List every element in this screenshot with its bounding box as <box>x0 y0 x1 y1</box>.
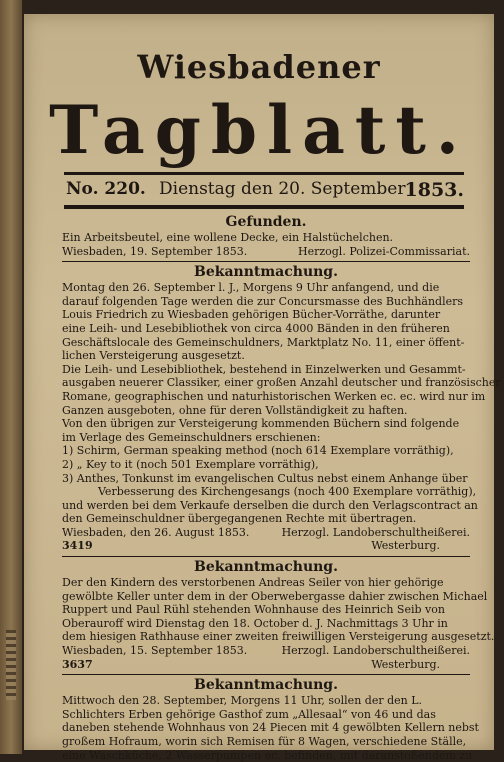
notice1-heading: Bekanntmachung. <box>194 264 338 281</box>
notice1-line: Montag den 26. September l. J., Morgens 9 Uhr anfangend, und die <box>62 281 440 295</box>
notice2-line: Ruppert und Paul Rühl stehenden Wohnhause des Heinrich Seib von <box>62 603 445 617</box>
notice1-place-date: Wiesbaden, den 26. August 1853. <box>62 525 250 539</box>
notice3-line: eine Waschküche, 2 Wasserpumpen ec. befinden, mit daranstoßendem zu <box>62 748 473 762</box>
notice2-ref: 3637 <box>62 657 93 671</box>
notice1-line: den Gemeinschuldner übergegangenen Rechte mit übertragen. <box>62 512 417 526</box>
newspaper-page <box>24 14 501 762</box>
found-text: Ein Arbeitsbeutel, eine wollene Decke, ein Halstüchelchen. <box>62 231 394 244</box>
notice1-line: Von den übrigen zur Versteigerung kommenden Büchern sind folgende <box>62 417 460 431</box>
notice3-line: großem Hofraum, worin sich Remisen für 8 Wagen, verschiedene Ställe, <box>62 735 467 748</box>
notice3-line: daneben stehende Wohnhaus von 24 Piecen mit 4 gewölbten Kellern nebst <box>62 721 479 735</box>
issue-year: 1853. <box>404 179 464 201</box>
notice1-line: ausgaben neuerer Classiker, einer großen Anzahl deutscher und französischer <box>62 376 501 390</box>
masthead-rule <box>64 172 464 175</box>
notice3-line: Schlichters Erben gehörige Gasthof zum „Allesaal“ von 46 und das <box>62 707 436 721</box>
notice1-line: Verbesserung des Kirchengesangs (noch 400 Exemplare vorräthig), <box>98 485 477 499</box>
notice2-line: Der den Kindern des verstorbenen Andreas Seiler von hier gehörige <box>62 576 444 590</box>
notice1-ref: 3419 <box>62 539 93 553</box>
notice2-line: Oberauroff wird Dienstag den 18. October d. J. Nachmittags 3 Uhr in <box>62 616 448 630</box>
notice1-line: Ganzen ausgeboten, ohne für deren Vollständigkeit zu haften. <box>62 403 408 417</box>
found-place-date: Wiesbaden, 19. September 1853. <box>62 244 248 258</box>
notice2-heading: Bekanntmachung. <box>194 559 338 576</box>
issue-date: Dienstag den 20. September <box>159 179 406 199</box>
divider <box>62 261 470 262</box>
notice1-line: Romane, geographischen und naturhistorischen Werken ec. ec. wird nur im <box>62 389 486 403</box>
masthead-line1: Wiesbadener <box>137 48 381 86</box>
notice1-authority: Herzogl. Landoberschultheißerei. <box>281 525 470 539</box>
article-column <box>62 214 501 762</box>
divider <box>62 556 470 557</box>
notice1-line: und werden bei dem Verkaufe derselben die durch den Verlagscontract an <box>62 498 478 512</box>
found-heading: Gefunden. <box>225 214 307 230</box>
issue-rule <box>64 205 464 209</box>
page-tabs <box>6 630 16 700</box>
notice3-line: Mittwoch den 28. September, Morgens 11 Uhr, sollen der den L. <box>62 694 423 708</box>
notice1-ref-line <box>62 539 470 553</box>
masthead-title: Tagblatt. <box>49 91 469 169</box>
issue-line <box>64 179 464 203</box>
notice2-place-date: Wiesbaden, 15. September 1853. <box>62 644 248 658</box>
notice1-line: 1) Schirm, German speaking method (noch 614 Exemplare vorräthig), <box>62 444 454 458</box>
notice2-ref-line <box>62 658 470 672</box>
notice1-line: Louis Friedrich zu Wiesbaden gehörigen Bücher-Vorräthe, darunter <box>62 308 441 322</box>
notice2-line: gewölbte Keller unter dem in der Oberwebergasse dahier zwischen Michael <box>62 589 488 603</box>
notice2-line: dem hiesigen Rathhause einer zweiten freiwilligen Versteigerung ausgesetzt. <box>62 630 495 644</box>
found-authority: Herzogl. Polizei-Commissariat. <box>297 244 470 258</box>
divider <box>62 674 470 675</box>
notice1-line: 3) Anthes, Tonkunst im evangelischen Cultus nebst einem Anhange über <box>62 471 468 485</box>
notice1-line: darauf folgenden Tage werden die zur Concursmasse des Buchhändlers <box>62 294 464 308</box>
found-signature <box>62 245 470 259</box>
notice1-signer: Westerburg. <box>371 539 440 553</box>
notice1-line: lichen Versteigerung ausgesetzt. <box>62 349 245 363</box>
notice1-line: 2) „ Key to it (noch 501 Exemplare vorräthig), <box>62 457 319 471</box>
notice1-signature <box>62 526 470 540</box>
notice2-signature <box>62 644 470 658</box>
notice1-line: Die Leih- und Lesebibliothek, bestehend in Einzelwerken und Gesammt- <box>62 362 466 376</box>
notice1-line: Geschäftslocale des Gemeinschuldners, Marktplatz No. 11, einer öffent- <box>62 335 465 349</box>
notice1-line: im Verlage des Gemeinschuldners erschienen: <box>62 430 321 444</box>
notice3-heading: Bekanntmachung. <box>194 677 338 694</box>
notice2-authority: Herzogl. Landoberschultheißerei. <box>281 644 470 658</box>
notice1-line: eine Leih- und Lesebibliothek von circa 4000 Bänden in den früheren <box>62 321 450 335</box>
notice2-signer: Westerburg. <box>371 657 440 671</box>
adjacent-page-edge <box>0 0 22 754</box>
issue-number: No. 220. <box>66 179 146 199</box>
